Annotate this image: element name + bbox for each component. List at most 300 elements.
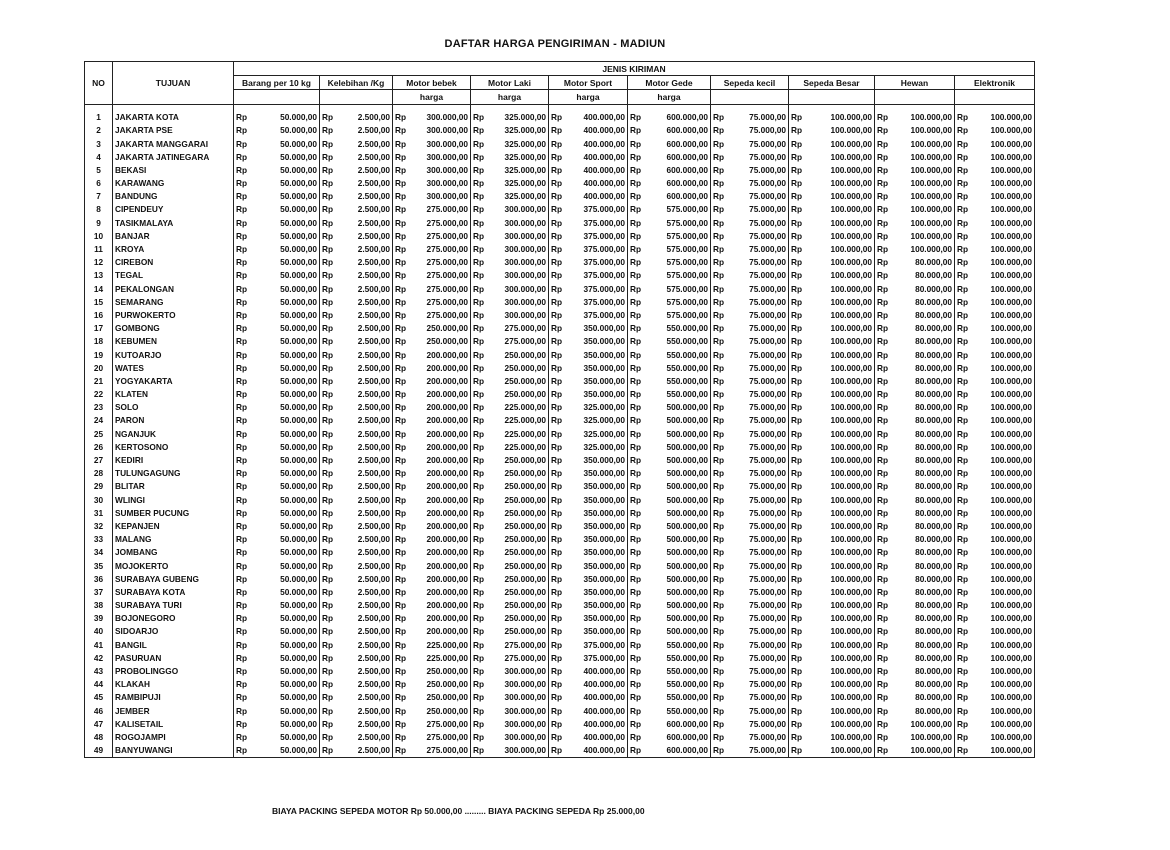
currency-label: Rp [236, 652, 248, 663]
currency-label: Rp [791, 389, 803, 400]
currency-label: Rp [236, 586, 248, 597]
currency-label: Rp [630, 323, 642, 334]
currency-label: Rp [957, 547, 969, 558]
price-value: 275.000,00 [504, 639, 546, 650]
price-cell [711, 664, 789, 677]
destination-name: SEMARANG [113, 295, 234, 308]
destination-name: BOJONEGORO [113, 612, 234, 625]
currency-label: Rp [713, 415, 725, 426]
currency-label: Rp [395, 481, 407, 492]
price-value: 300.000,00 [504, 705, 546, 716]
table-row [85, 599, 1035, 612]
currency-label: Rp [957, 296, 969, 307]
price-value: 75.000,00 [749, 244, 786, 255]
currency-label: Rp [551, 455, 563, 466]
price-cell [234, 691, 320, 704]
price-cell [955, 361, 1035, 374]
price-value: 500.000,00 [666, 560, 708, 571]
row-number: 23 [85, 401, 113, 414]
currency-label: Rp [473, 415, 485, 426]
currency-label: Rp [322, 494, 334, 505]
price-value: 100.000,00 [830, 613, 872, 624]
currency-label: Rp [713, 481, 725, 492]
price-value: 80.000,00 [915, 349, 952, 360]
price-cell [711, 612, 789, 625]
price-cell [393, 401, 471, 414]
currency-label: Rp [551, 402, 563, 413]
price-value: 50.000,00 [280, 666, 317, 677]
currency-label: Rp [395, 613, 407, 624]
currency-label: Rp [395, 494, 407, 505]
price-value: 100.000,00 [830, 705, 872, 716]
currency-label: Rp [551, 362, 563, 373]
currency-label: Rp [395, 455, 407, 466]
price-cell [875, 335, 955, 348]
row-number: 18 [85, 335, 113, 348]
currency-label: Rp [630, 296, 642, 307]
currency-label: Rp [551, 309, 563, 320]
price-value: 50.000,00 [280, 494, 317, 505]
currency-label: Rp [236, 560, 248, 571]
price-value: 50.000,00 [280, 639, 317, 650]
price-cell [549, 744, 628, 758]
price-cell [549, 269, 628, 282]
destination-name: JAKARTA PSE [113, 124, 234, 137]
currency-label: Rp [791, 230, 803, 241]
price-value: 75.000,00 [749, 178, 786, 189]
currency-label: Rp [713, 507, 725, 518]
price-value: 2.500,00 [357, 534, 390, 545]
price-value: 2.500,00 [357, 125, 390, 136]
price-cell [711, 730, 789, 743]
currency-label: Rp [791, 125, 803, 136]
price-cell [393, 256, 471, 269]
price-value: 100.000,00 [830, 178, 872, 189]
price-cell [471, 533, 549, 546]
price-cell [789, 651, 875, 664]
price-cell [393, 308, 471, 321]
price-cell [955, 678, 1035, 691]
price-value: 80.000,00 [915, 415, 952, 426]
price-cell [875, 453, 955, 466]
price-value: 100.000,00 [830, 204, 872, 215]
price-cell [393, 440, 471, 453]
price-cell [789, 137, 875, 150]
price-cell [955, 440, 1035, 453]
price-value: 50.000,00 [280, 441, 317, 452]
price-cell [320, 308, 393, 321]
currency-label: Rp [395, 679, 407, 690]
price-cell [875, 374, 955, 387]
currency-label: Rp [957, 362, 969, 373]
currency-label: Rp [630, 375, 642, 386]
price-cell [234, 625, 320, 638]
price-value: 80.000,00 [915, 639, 952, 650]
price-value: 550.000,00 [666, 652, 708, 663]
price-value: 50.000,00 [280, 125, 317, 136]
table-row [85, 744, 1035, 758]
currency-label: Rp [236, 731, 248, 742]
price-value: 75.000,00 [749, 217, 786, 228]
currency-label: Rp [322, 639, 334, 650]
price-cell [549, 546, 628, 559]
price-cell [234, 137, 320, 150]
table-row [85, 717, 1035, 730]
price-value: 200.000,00 [426, 428, 468, 439]
price-value: 100.000,00 [830, 375, 872, 386]
currency-label: Rp [791, 468, 803, 479]
price-value: 100.000,00 [990, 402, 1032, 413]
price-value: 75.000,00 [749, 692, 786, 703]
price-value: 225.000,00 [504, 441, 546, 452]
currency-label: Rp [395, 652, 407, 663]
price-cell [711, 335, 789, 348]
currency-label: Rp [957, 652, 969, 663]
price-cell [320, 678, 393, 691]
price-cell [549, 664, 628, 677]
currency-label: Rp [957, 349, 969, 360]
price-cell [471, 282, 549, 295]
price-cell [393, 242, 471, 255]
price-cell [549, 493, 628, 506]
price-value: 200.000,00 [426, 613, 468, 624]
price-cell [955, 717, 1035, 730]
currency-label: Rp [713, 441, 725, 452]
row-number: 9 [85, 216, 113, 229]
price-cell [549, 322, 628, 335]
price-value: 80.000,00 [915, 600, 952, 611]
currency-label: Rp [630, 745, 642, 756]
price-cell [711, 216, 789, 229]
price-cell [875, 216, 955, 229]
destination-name: ROGOJAMPI [113, 730, 234, 743]
price-cell [875, 308, 955, 321]
currency-label: Rp [236, 375, 248, 386]
currency-label: Rp [630, 362, 642, 373]
price-value: 300.000,00 [504, 244, 546, 255]
price-value: 50.000,00 [280, 586, 317, 597]
price-cell [711, 150, 789, 163]
price-cell [789, 163, 875, 176]
price-value: 400.000,00 [583, 151, 625, 162]
price-cell [875, 388, 955, 401]
currency-label: Rp [551, 257, 563, 268]
price-value: 80.000,00 [915, 468, 952, 479]
currency-label: Rp [473, 613, 485, 624]
currency-label: Rp [630, 507, 642, 518]
currency-label: Rp [957, 613, 969, 624]
price-value: 100.000,00 [990, 705, 1032, 716]
currency-label: Rp [473, 164, 485, 175]
price-cell [711, 744, 789, 758]
row-number: 22 [85, 388, 113, 401]
price-cell [471, 269, 549, 282]
price-value: 550.000,00 [666, 336, 708, 347]
price-value: 575.000,00 [666, 296, 708, 307]
price-cell [234, 678, 320, 691]
price-value: 80.000,00 [915, 375, 952, 386]
currency-label: Rp [713, 244, 725, 255]
currency-label: Rp [877, 309, 889, 320]
header-col: Motor Sport [549, 76, 628, 90]
price-cell [320, 190, 393, 203]
destination-name: KROYA [113, 242, 234, 255]
price-value: 300.000,00 [504, 692, 546, 703]
price-value: 2.500,00 [357, 204, 390, 215]
currency-label: Rp [395, 389, 407, 400]
currency-label: Rp [877, 191, 889, 202]
table-row [85, 177, 1035, 190]
price-cell [549, 506, 628, 519]
price-value: 100.000,00 [990, 718, 1032, 729]
price-cell [393, 638, 471, 651]
table-row [85, 124, 1035, 137]
price-value: 100.000,00 [830, 718, 872, 729]
price-cell [711, 506, 789, 519]
price-value: 100.000,00 [910, 164, 952, 175]
destination-name: CIREBON [113, 256, 234, 269]
currency-label: Rp [395, 468, 407, 479]
currency-label: Rp [395, 349, 407, 360]
price-value: 80.000,00 [915, 481, 952, 492]
price-value: 50.000,00 [280, 257, 317, 268]
price-cell [875, 625, 955, 638]
currency-label: Rp [877, 600, 889, 611]
price-value: 350.000,00 [583, 613, 625, 624]
currency-label: Rp [713, 586, 725, 597]
price-value: 80.000,00 [915, 323, 952, 334]
currency-label: Rp [957, 191, 969, 202]
price-value: 275.000,00 [426, 230, 468, 241]
price-value: 100.000,00 [910, 125, 952, 136]
price-cell [628, 704, 711, 717]
price-value: 100.000,00 [830, 191, 872, 202]
price-value: 300.000,00 [504, 230, 546, 241]
currency-label: Rp [551, 415, 563, 426]
price-value: 350.000,00 [583, 481, 625, 492]
price-value: 100.000,00 [830, 455, 872, 466]
price-cell [234, 744, 320, 758]
price-cell [628, 256, 711, 269]
price-cell [711, 638, 789, 651]
price-value: 375.000,00 [583, 309, 625, 320]
currency-label: Rp [395, 705, 407, 716]
currency-label: Rp [630, 441, 642, 452]
price-value: 400.000,00 [583, 164, 625, 175]
price-value: 100.000,00 [830, 481, 872, 492]
currency-label: Rp [630, 283, 642, 294]
currency-label: Rp [473, 494, 485, 505]
price-value: 80.000,00 [915, 666, 952, 677]
table-row [85, 533, 1035, 546]
table-row [85, 242, 1035, 255]
price-value: 50.000,00 [280, 547, 317, 558]
price-cell [711, 585, 789, 598]
currency-label: Rp [473, 151, 485, 162]
price-value: 80.000,00 [915, 296, 952, 307]
price-cell [628, 163, 711, 176]
price-value: 2.500,00 [357, 336, 390, 347]
price-value: 75.000,00 [749, 481, 786, 492]
currency-label: Rp [236, 626, 248, 637]
price-cell [471, 664, 549, 677]
price-value: 75.000,00 [749, 204, 786, 215]
currency-label: Rp [322, 217, 334, 228]
currency-label: Rp [791, 560, 803, 571]
currency-label: Rp [630, 244, 642, 255]
price-value: 50.000,00 [280, 534, 317, 545]
currency-label: Rp [791, 270, 803, 281]
currency-label: Rp [551, 296, 563, 307]
price-value: 100.000,00 [990, 731, 1032, 742]
price-cell [875, 599, 955, 612]
price-cell [711, 190, 789, 203]
currency-label: Rp [877, 125, 889, 136]
currency-label: Rp [322, 468, 334, 479]
currency-label: Rp [473, 402, 485, 413]
currency-label: Rp [236, 679, 248, 690]
price-cell [789, 177, 875, 190]
price-cell [789, 388, 875, 401]
price-value: 100.000,00 [830, 415, 872, 426]
price-cell [711, 242, 789, 255]
table-row [85, 493, 1035, 506]
price-value: 100.000,00 [990, 112, 1032, 123]
price-cell [393, 704, 471, 717]
price-cell [711, 572, 789, 585]
currency-label: Rp [473, 336, 485, 347]
price-cell [711, 401, 789, 414]
price-value: 100.000,00 [910, 138, 952, 149]
currency-label: Rp [877, 573, 889, 584]
price-value: 2.500,00 [357, 600, 390, 611]
currency-label: Rp [473, 468, 485, 479]
price-value: 400.000,00 [583, 692, 625, 703]
row-number: 27 [85, 453, 113, 466]
currency-label: Rp [791, 652, 803, 663]
currency-label: Rp [630, 191, 642, 202]
currency-label: Rp [322, 428, 334, 439]
price-value: 50.000,00 [280, 626, 317, 637]
price-value: 75.000,00 [749, 613, 786, 624]
currency-label: Rp [957, 244, 969, 255]
currency-label: Rp [236, 178, 248, 189]
price-cell [955, 229, 1035, 242]
price-cell [234, 414, 320, 427]
currency-label: Rp [322, 283, 334, 294]
row-number: 11 [85, 242, 113, 255]
price-cell [234, 361, 320, 374]
price-cell [549, 467, 628, 480]
price-value: 350.000,00 [583, 547, 625, 558]
table-row [85, 572, 1035, 585]
currency-label: Rp [473, 745, 485, 756]
table-row [85, 440, 1035, 453]
row-number: 35 [85, 559, 113, 572]
price-cell [789, 269, 875, 282]
price-value: 250.000,00 [504, 455, 546, 466]
destination-name: MOJOKERTO [113, 559, 234, 572]
price-cell [393, 414, 471, 427]
price-cell [393, 519, 471, 532]
row-number: 33 [85, 533, 113, 546]
price-value: 600.000,00 [666, 164, 708, 175]
currency-label: Rp [395, 244, 407, 255]
price-cell [711, 163, 789, 176]
price-value: 75.000,00 [749, 309, 786, 320]
currency-label: Rp [713, 112, 725, 123]
price-value: 350.000,00 [583, 375, 625, 386]
price-value: 75.000,00 [749, 586, 786, 597]
price-cell [234, 335, 320, 348]
price-cell [711, 546, 789, 559]
price-cell [628, 388, 711, 401]
price-value: 100.000,00 [830, 112, 872, 123]
price-value: 400.000,00 [583, 718, 625, 729]
currency-label: Rp [236, 481, 248, 492]
currency-label: Rp [322, 666, 334, 677]
price-value: 600.000,00 [666, 718, 708, 729]
currency-label: Rp [236, 666, 248, 677]
price-value: 200.000,00 [426, 415, 468, 426]
price-cell [471, 348, 549, 361]
price-value: 400.000,00 [583, 679, 625, 690]
price-value: 2.500,00 [357, 164, 390, 175]
price-value: 100.000,00 [990, 164, 1032, 175]
price-value: 500.000,00 [666, 520, 708, 531]
price-cell [875, 348, 955, 361]
price-cell [549, 308, 628, 321]
currency-label: Rp [322, 731, 334, 742]
destination-name: MALANG [113, 533, 234, 546]
price-cell [471, 335, 549, 348]
currency-label: Rp [957, 230, 969, 241]
row-number: 26 [85, 440, 113, 453]
price-value: 50.000,00 [280, 138, 317, 149]
currency-label: Rp [791, 283, 803, 294]
price-value: 80.000,00 [915, 547, 952, 558]
row-number: 32 [85, 519, 113, 532]
price-cell [789, 335, 875, 348]
currency-label: Rp [236, 191, 248, 202]
price-cell [789, 124, 875, 137]
price-value: 100.000,00 [990, 138, 1032, 149]
currency-label: Rp [473, 718, 485, 729]
price-value: 50.000,00 [280, 428, 317, 439]
price-value: 550.000,00 [666, 679, 708, 690]
price-value: 80.000,00 [915, 270, 952, 281]
price-cell [320, 361, 393, 374]
currency-label: Rp [395, 362, 407, 373]
price-cell [628, 374, 711, 387]
price-value: 100.000,00 [990, 468, 1032, 479]
price-cell [628, 282, 711, 295]
price-cell [549, 533, 628, 546]
currency-label: Rp [877, 389, 889, 400]
currency-label: Rp [395, 375, 407, 386]
currency-label: Rp [957, 573, 969, 584]
currency-label: Rp [877, 217, 889, 228]
currency-label: Rp [473, 217, 485, 228]
price-value: 100.000,00 [830, 600, 872, 611]
price-cell [393, 599, 471, 612]
currency-label: Rp [551, 178, 563, 189]
price-value: 75.000,00 [749, 507, 786, 518]
price-value: 200.000,00 [426, 520, 468, 531]
row-number: 7 [85, 190, 113, 203]
currency-label: Rp [877, 336, 889, 347]
currency-label: Rp [236, 125, 248, 136]
